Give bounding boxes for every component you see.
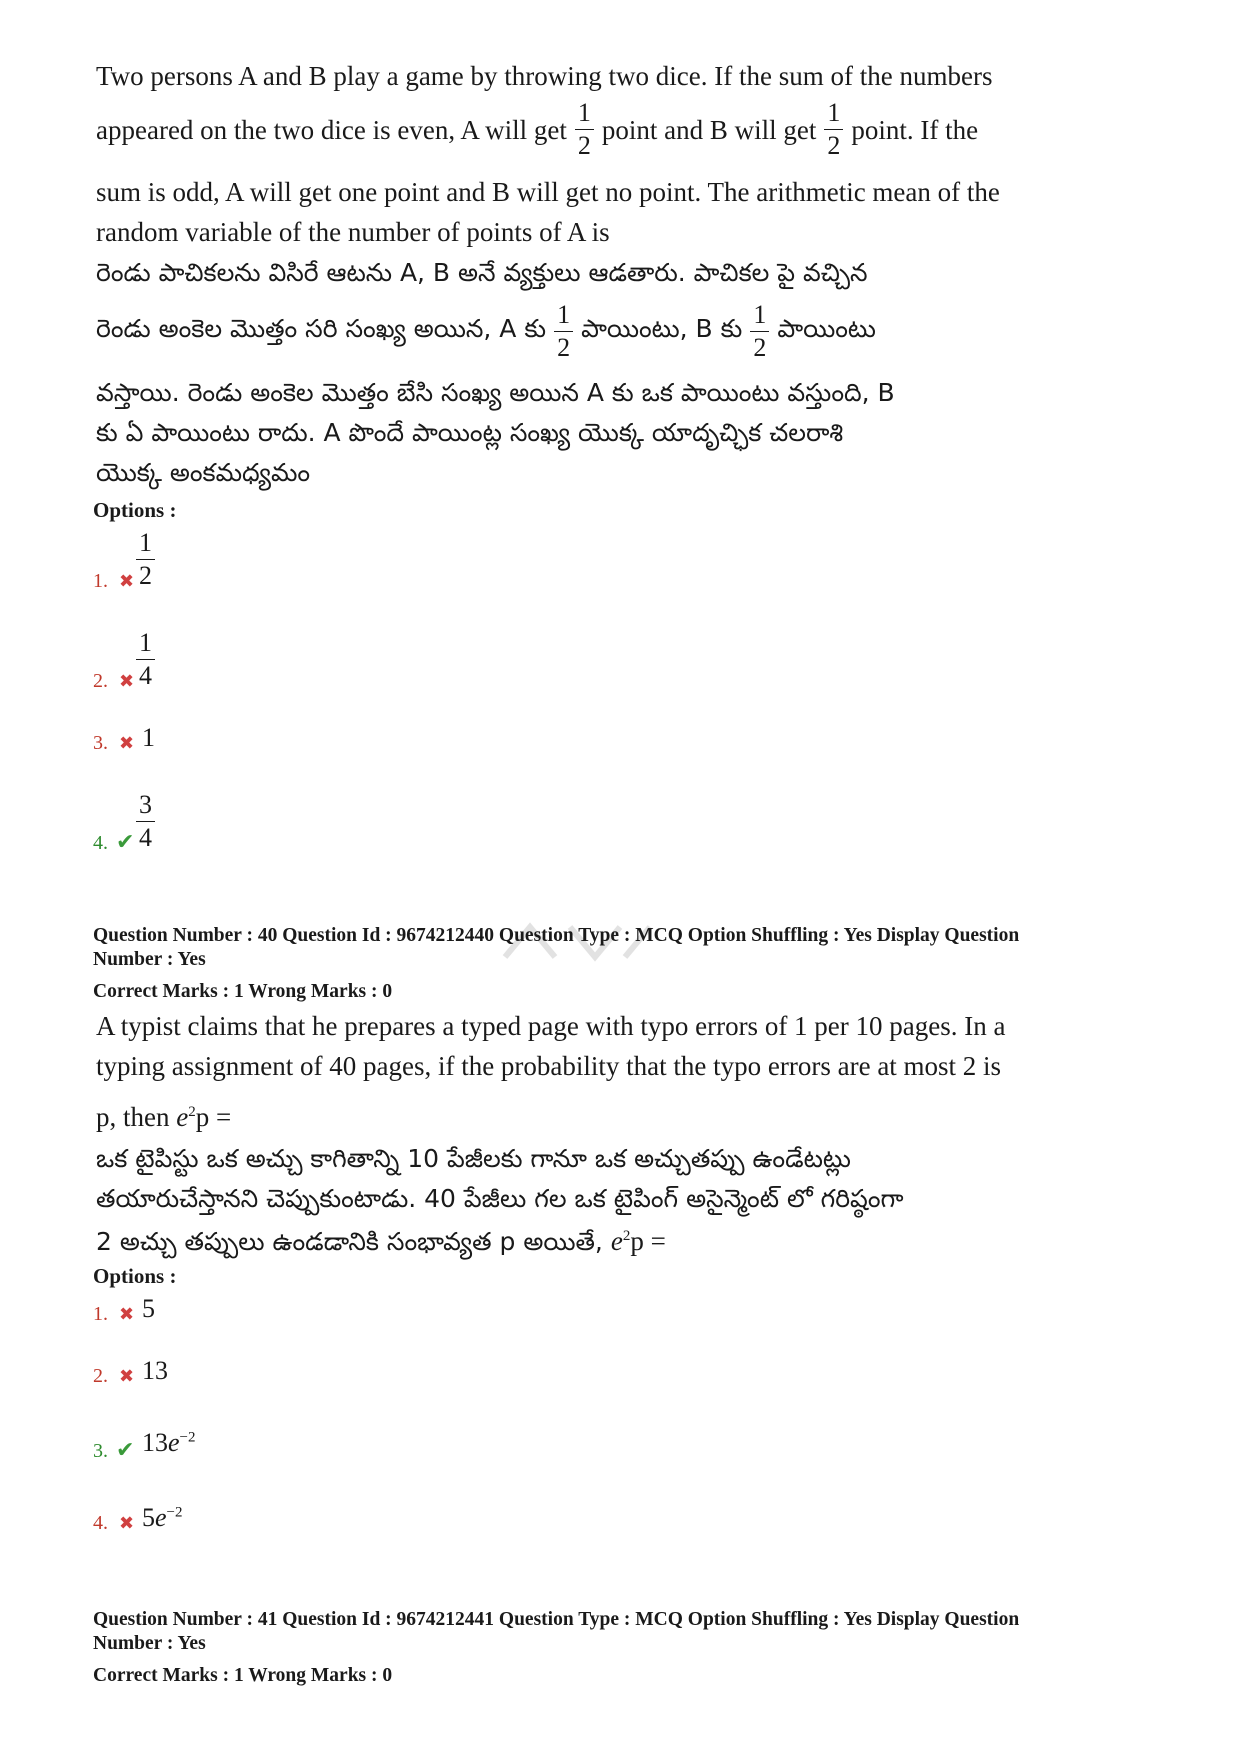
q40-telugu-line-2: తయారుచేస్తానని చెప్పుకుంటాడు. 40 పేజీలు గల ఒక టైపింగ్ అసైన్మెంట్ లో గరిష్ఠంగా	[96, 1184, 904, 1213]
option-fraction	[136, 630, 155, 689]
numerator: 1	[139, 528, 152, 557]
q39-telugu-line-3: వస్తాయి. రెండు అంకెల మొత్తం బేసి సంఖ్య అయిన A కు ఒక పాయింటు వస్తుంది, B	[96, 378, 895, 407]
cross-icon: ✖	[119, 733, 135, 753]
fraction-half	[575, 100, 594, 159]
numerator: 1	[557, 300, 571, 329]
cross-icon: ✖	[119, 1366, 135, 1386]
q39-options-label: Options :	[93, 498, 177, 522]
option-number: 4.	[93, 832, 108, 854]
q39-telugu-text: రెండు అంకెల మొత్తం సరి సంఖ్య అయిన, A కు	[96, 313, 547, 343]
option-value: 1	[142, 723, 155, 752]
e-symbol: e	[610, 1226, 623, 1256]
p-equals: p =	[195, 1102, 232, 1132]
exponent: 2	[188, 1104, 196, 1120]
option-value: 5	[142, 1294, 155, 1323]
q39-telugu-line-5: యొక్క అంకమధ్యమం	[96, 458, 311, 487]
formula	[611, 1226, 666, 1256]
option-number: 4.	[93, 1512, 108, 1534]
q39-telugu-line-1: రెండు పాచికలను విసిరే ఆటను A, B అనే వ్యక్తులు ఆడతారు. పాచికల పై వచ్చిన	[96, 258, 868, 287]
q40-english-line-2: typing assignment of 40 pages, if the probability that the typo errors are at most 2 is	[96, 1051, 1002, 1081]
option-fraction	[136, 530, 155, 589]
e-symbol: e	[176, 1102, 189, 1132]
option-number: 2.	[93, 1365, 108, 1387]
q41-marks: Correct Marks : 1 Wrong Marks : 0	[93, 1665, 393, 1686]
q40-header-line-1: Question Number : 40 Question Id : 9674212440 Question Type : MCQ Option Shuffling : Yes Display Question	[93, 925, 1020, 946]
q40-telugu-text: 2 అచ్చు తప్పులు ఉండడానికి సంభావ్యత p అయితే,	[96, 1227, 603, 1256]
option-expression	[142, 1503, 183, 1533]
q39-telugu-line-4: కు ఏ పాయింటు రాదు. A పొందే పాయింట్ల సంఖ్య యొక్క యాదృచ్ఛిక చలరాశి	[96, 418, 844, 447]
option-number: 1.	[93, 570, 108, 592]
option-value: 13	[142, 1356, 168, 1385]
fraction-half	[554, 302, 573, 361]
q39-english-line-4: random variable of the number of points of A is	[96, 217, 610, 247]
e-symbol: e	[155, 1503, 167, 1532]
fraction-half	[750, 302, 769, 361]
numerator: 1	[827, 98, 841, 127]
cross-icon: ✖	[119, 571, 135, 591]
option-fraction	[136, 792, 155, 851]
check-icon: ✔	[116, 829, 135, 854]
q39-english-line-1: Two persons A and B play a game by throwing two dice. If the sum of the numbers	[96, 61, 993, 91]
q39-english-line-2	[96, 100, 978, 159]
option-number: 1.	[93, 1303, 108, 1325]
q41-header-line-1: Question Number : 41 Question Id : 9674212441 Question Type : MCQ Option Shuffling : Yes Display Question	[93, 1609, 1020, 1630]
e-symbol: e	[168, 1428, 180, 1457]
p-equals: p =	[630, 1226, 666, 1256]
q40-options-label: Options :	[93, 1264, 177, 1288]
option-expression	[142, 1428, 196, 1458]
option-number: 3.	[93, 1440, 108, 1462]
option-number: 3.	[93, 732, 108, 754]
q40-header-line-2: Number : Yes	[93, 949, 206, 970]
q39-telugu-line-2	[96, 302, 876, 361]
denominator: 4	[136, 659, 155, 689]
q40-english-line-3	[96, 1092, 231, 1137]
denominator: 2	[824, 129, 843, 159]
exponent: −2	[166, 1504, 183, 1521]
q39-telugu-text: పాయింటు, B కు	[581, 313, 743, 343]
q40-text: p, then	[96, 1102, 170, 1132]
q40-marks: Correct Marks : 1 Wrong Marks : 0	[93, 981, 393, 1002]
denominator: 2	[750, 331, 769, 361]
q39-text: appeared on the two dice is even, A will get	[96, 114, 567, 145]
numerator: 1	[753, 300, 767, 329]
q39-telugu-text: పాయింటు	[777, 313, 876, 343]
cross-icon: ✖	[119, 671, 135, 691]
check-icon: ✔	[116, 1437, 135, 1462]
cross-icon: ✖	[119, 1513, 135, 1533]
cross-icon: ✖	[119, 1304, 135, 1324]
denominator: 2	[575, 129, 594, 159]
q39-english-line-3: sum is odd, A will get one point and B will get no point. The arithmetic mean of the	[96, 177, 1000, 207]
denominator: 2	[136, 559, 155, 589]
coefficient: 13	[142, 1428, 168, 1457]
q39-text: point. If the	[851, 114, 979, 145]
exponent: 2	[622, 1228, 631, 1244]
q40-english-line-1: A typist claims that he prepares a typed page with typo errors of 1 per 10 pages. In a	[96, 1011, 1006, 1041]
denominator: 4	[136, 821, 155, 851]
q40-telugu-line-1: ఒక టైపిస్టు ఒక అచ్చు కాగితాన్ని 10 పేజీలకు గానూ ఒక అచ్చుతప్పు ఉండేటట్లు	[96, 1144, 851, 1173]
numerator: 1	[139, 628, 152, 657]
option-number: 2.	[93, 670, 108, 692]
numerator: 3	[139, 790, 152, 819]
fraction-half	[824, 100, 843, 159]
q39-text: point and B will get	[601, 114, 817, 145]
coefficient: 5	[142, 1503, 155, 1532]
exponent: −2	[179, 1429, 196, 1446]
denominator: 2	[554, 331, 573, 361]
q41-header-line-2: Number : Yes	[93, 1633, 206, 1654]
numerator: 1	[577, 98, 591, 127]
q40-telugu-line-3	[96, 1226, 666, 1263]
